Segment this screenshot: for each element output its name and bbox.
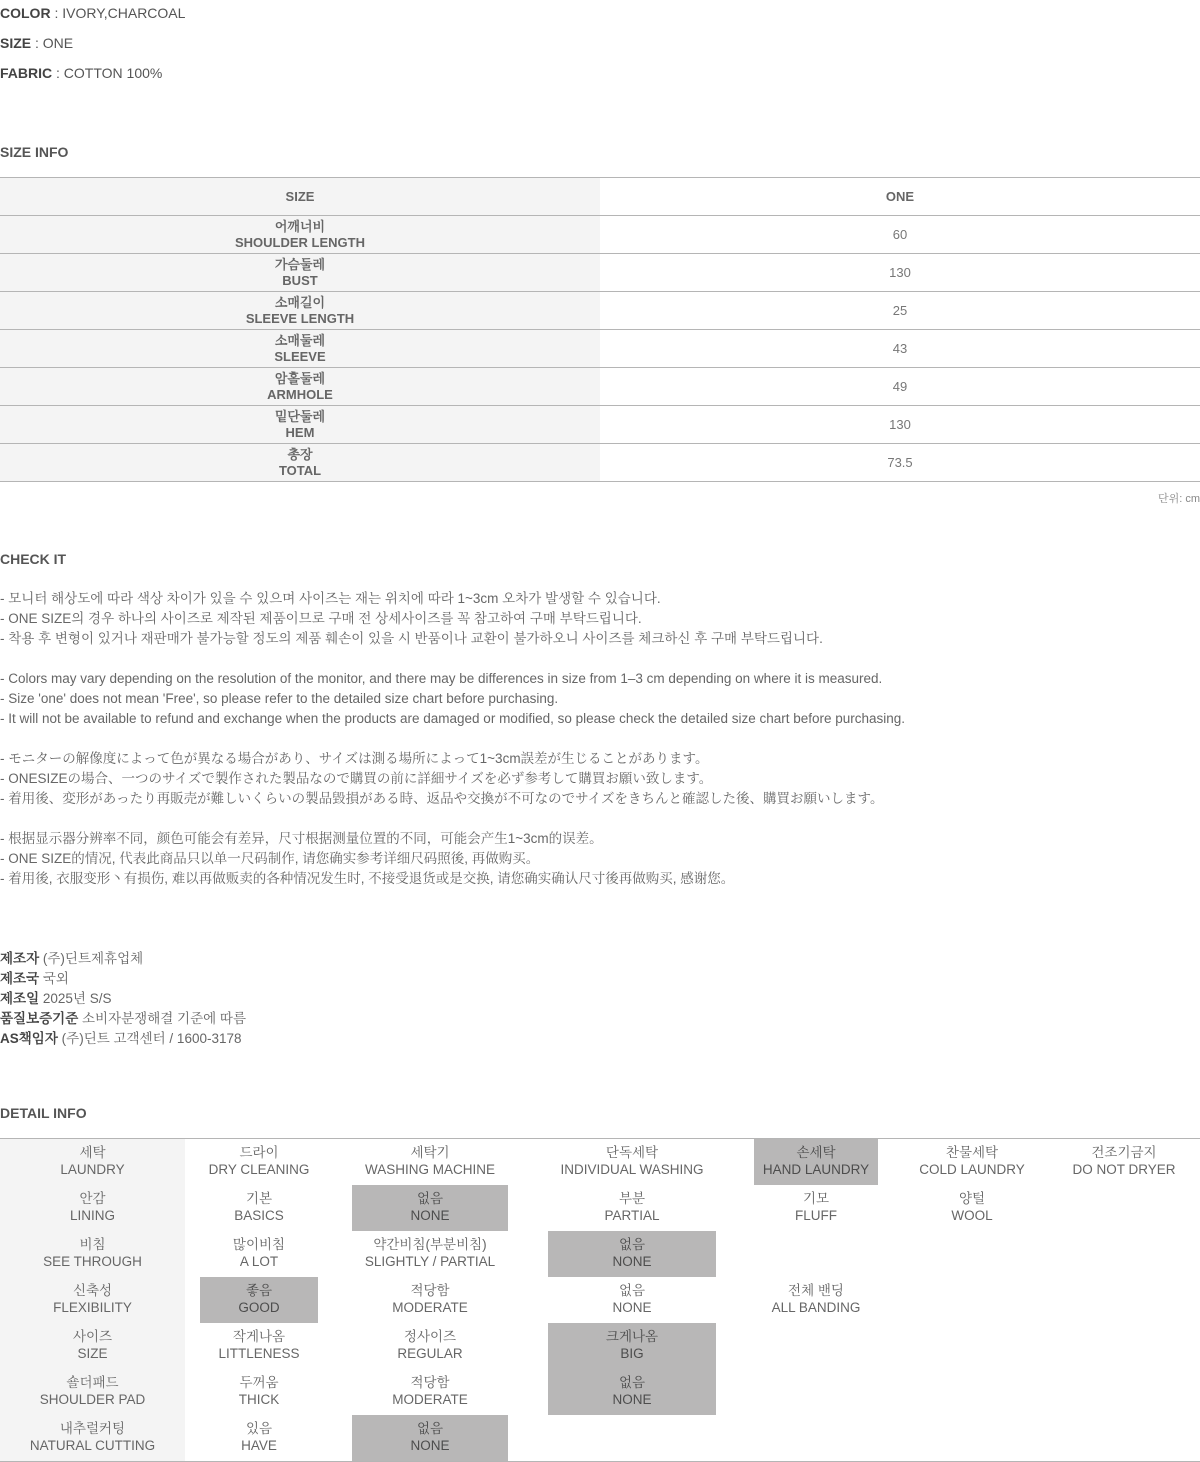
date-value: 2025년 S/S [42, 991, 112, 1006]
detail-option [548, 1277, 716, 1323]
note-line: - ONE SIZE의 경우 하나의 사이즈로 제작된 제품이므로 구매 전 상세사이즈를 꼭 참고하여 구매 부탁드립니다. [0, 611, 642, 626]
detail-row-label [0, 1323, 185, 1369]
detail-row-label-en: FLEXIBILITY [53, 1300, 132, 1315]
detail-row-label-en: SHOULDER PAD [39, 1392, 146, 1407]
spec-fabric-label: FABRIC [0, 65, 53, 81]
country-value: 국외 [42, 971, 69, 986]
detail-option-ko: 드라이 [239, 1145, 279, 1160]
size-row [0, 292, 1200, 330]
warranty-label: 품질보증기준 [0, 1011, 79, 1026]
note-line: - 착용 후 변형이 있거나 재판매가 불가능할 정도의 제품 훼손이 있을 시 반품이나 교환이 불가하오니 사이즈를 체크하신 후 구매 부탁드립니다. [0, 631, 823, 646]
detail-option-en: BIG [620, 1346, 644, 1361]
notes-chinese [0, 829, 734, 889]
size-table [0, 177, 1200, 482]
detail-option-ko: 없음 [416, 1191, 444, 1206]
unit-note: 단위: cm [1157, 493, 1200, 505]
detail-option-ko: 단독세탁 [605, 1145, 659, 1160]
detail-option-en: PARTIAL [604, 1208, 660, 1223]
detail-option [548, 1369, 716, 1415]
size-row-label-en: ARMHOLE [267, 386, 333, 402]
size-row-value: 60 [600, 216, 1200, 254]
size-row-label-ko: 어깨너비 [274, 218, 326, 234]
as-label: AS책임자 [0, 1031, 58, 1046]
detail-option-en: COLD LAUNDRY [919, 1162, 1025, 1177]
size-row-label-en: SHOULDER LENGTH [235, 234, 365, 250]
detail-option-ko: 적당함 [410, 1283, 450, 1298]
as-line [0, 1029, 246, 1049]
note-line: - ONE SIZE的情况, 代表此商品只以单一尺码制作, 请您确实参考详细尺码照後, 再做购买。 [0, 851, 540, 866]
detail-option-en: FLUFF [795, 1208, 837, 1223]
note-line: - 着用後、変形があったり再販売が難しいくらいの製品毀損がある時、返品や交換が不可なのでサイズをきちんと確認した後、購買お願いします。 [0, 791, 884, 806]
country-label: 제조국 [0, 971, 40, 986]
detail-option [1048, 1139, 1200, 1185]
warranty-line [0, 1009, 246, 1029]
size-row-label [0, 406, 600, 444]
detail-option-ko: 약간비침(부분비침) [373, 1237, 487, 1252]
size-header-label: SIZE [0, 178, 600, 216]
detail-row-label [0, 1277, 185, 1323]
size-row-value: 25 [600, 292, 1200, 330]
detail-row-label-ko: 숄더패드 [66, 1375, 119, 1390]
detail-option-en: HAVE [241, 1438, 277, 1453]
detail-option [185, 1415, 333, 1461]
spec-size-value: : ONE [35, 35, 74, 51]
detail-option-ko: 작게나옴 [232, 1329, 286, 1344]
detail-option-en: MODERATE [392, 1392, 468, 1407]
detail-row-label-en: SIZE [77, 1346, 108, 1361]
date-line [0, 989, 246, 1009]
check-it-title: CHECK IT [0, 551, 67, 567]
spec-color [0, 5, 185, 21]
detail-row-label-ko: 신축성 [72, 1283, 113, 1298]
detail-option-ko: 부분 [618, 1191, 646, 1206]
detail-option [352, 1369, 508, 1415]
spec-color-label: COLOR [0, 5, 51, 21]
size-row-value: 130 [600, 254, 1200, 292]
detail-option-ko: 기본 [245, 1191, 273, 1206]
warranty-value: 소비자분쟁해결 기준에 따름 [82, 1011, 247, 1026]
detail-option-ko: 크게나옴 [605, 1329, 659, 1344]
detail-row-label-ko: 내추럴커팅 [59, 1421, 126, 1436]
detail-option [754, 1185, 878, 1231]
detail-option [754, 1277, 878, 1323]
detail-option [548, 1231, 716, 1277]
detail-row-label-ko: 비침 [79, 1237, 106, 1252]
detail-option-en: ALL BANDING [771, 1300, 861, 1315]
size-row-label [0, 216, 600, 254]
detail-option [548, 1323, 716, 1369]
note-line: - 모니터 해상도에 따라 색상 차이가 있을 수 있으며 사이즈는 재는 위치에 따라 1~3cm 오차가 발생할 수 있습니다. [0, 591, 661, 606]
detail-option-ko: 있음 [245, 1421, 273, 1436]
size-row-value: 43 [600, 330, 1200, 368]
detail-option-en: REGULAR [397, 1346, 463, 1361]
detail-option [185, 1185, 333, 1231]
detail-option [352, 1277, 508, 1323]
size-row-label [0, 330, 600, 368]
size-row-value: 73.5 [600, 444, 1200, 482]
detail-row-label [0, 1185, 185, 1231]
detail-option [878, 1185, 1066, 1231]
detail-option-en: BASICS [234, 1208, 284, 1223]
note-line: - ONESIZEの場合、一つのサイズで製作された製品なので購買の前に詳細サイズを必ず参考して購買お願い致します。 [0, 771, 713, 786]
detail-option [754, 1139, 878, 1185]
detail-option-en: DRY CLEANING [208, 1162, 310, 1177]
size-row-label [0, 368, 600, 406]
detail-info-title: DETAIL INFO [0, 1105, 87, 1121]
size-table-header [0, 178, 1200, 216]
detail-option [185, 1323, 333, 1369]
detail-option [185, 1139, 333, 1185]
detail-option-en: NONE [410, 1438, 450, 1453]
size-info-title: SIZE INFO [0, 144, 69, 160]
detail-option-ko: 없음 [618, 1237, 646, 1252]
detail-option [548, 1139, 716, 1185]
detail-option-ko: 없음 [618, 1375, 646, 1390]
size-row-label-ko: 소매길이 [274, 294, 326, 310]
notes-english [0, 669, 905, 729]
size-row-value: 130 [600, 406, 1200, 444]
note-line: - Size 'one' does not mean 'Free', so please refer to the detailed size chart before purchasing. [0, 691, 559, 706]
detail-option-en: A LOT [239, 1254, 279, 1269]
detail-option-en: GOOD [238, 1300, 280, 1315]
detail-row-label [0, 1231, 185, 1277]
detail-option-en: NONE [612, 1254, 652, 1269]
detail-option-ko: 찬물세탁 [945, 1145, 999, 1160]
detail-option [548, 1185, 716, 1231]
detail-option [200, 1277, 318, 1323]
detail-option-ko: 두꺼움 [239, 1375, 279, 1390]
note-line: - Colors may vary depending on the resolution of the monitor, and there may be differences in size from 1–3 cm depending on where it is measured. [0, 671, 883, 686]
size-row-label [0, 254, 600, 292]
detail-row-label [0, 1415, 185, 1461]
size-row [0, 406, 1200, 444]
detail-row-label [0, 1139, 185, 1185]
spec-color-value: : IVORY,CHARCOAL [54, 5, 186, 21]
detail-option [185, 1231, 333, 1277]
spec-fabric [0, 65, 162, 81]
notes-korean [0, 589, 823, 649]
detail-option-ko: 건조기금지 [1091, 1145, 1157, 1160]
detail-option-en: LITTLENESS [218, 1346, 300, 1361]
size-row [0, 254, 1200, 292]
detail-option [352, 1185, 508, 1231]
date-label: 제조일 [0, 991, 40, 1006]
size-row [0, 444, 1200, 482]
spec-size [0, 35, 73, 51]
detail-option-en: WOOL [951, 1208, 993, 1223]
spec-fabric-value: : COTTON 100% [56, 65, 163, 81]
size-row-label [0, 292, 600, 330]
maker-line [0, 949, 246, 969]
detail-option-ko: 많이비침 [232, 1237, 286, 1252]
maker-label: 제조자 [0, 951, 40, 966]
size-row-value: 49 [600, 368, 1200, 406]
size-row-label-ko: 밑단둘레 [274, 408, 326, 424]
detail-grid [0, 1138, 1200, 1462]
size-row-label-ko: 가슴둘레 [274, 256, 326, 272]
as-value: (주)딘트 고객센터 / 1600-3178 [61, 1031, 242, 1046]
detail-option-en: NONE [410, 1208, 450, 1223]
size-row-label-en: TOTAL [278, 462, 322, 478]
detail-option-en: THICK [238, 1392, 280, 1407]
note-line: - 着用後, 衣服变形丶有损伤, 难以再做贩卖的各种情况发生时, 不接受退货或是交换, 请您确实确认尺寸後再做购买, 感谢您。 [0, 871, 735, 886]
size-row [0, 368, 1200, 406]
detail-row-label [0, 1369, 185, 1415]
spec-size-label: SIZE [0, 35, 32, 51]
detail-option-ko: 양털 [958, 1191, 986, 1206]
size-row-label-ko: 소매둘레 [274, 332, 326, 348]
detail-option-ko: 없음 [618, 1283, 646, 1298]
size-row-label-en: HEM [285, 424, 315, 440]
note-line: - 根据显示器分辨率不同，颜色可能会有差异，尺寸根据测量位置的不同，可能会产生1~3cm的误差。 [0, 831, 603, 846]
size-row-label-en: SLEEVE [274, 348, 326, 364]
size-row-label-en: BUST [282, 272, 318, 288]
detail-option-en: INDIVIDUAL WASHING [560, 1162, 704, 1177]
detail-option-ko: 전체 밴딩 [788, 1283, 844, 1298]
size-row-label-ko: 총장 [287, 446, 313, 462]
detail-option-ko: 기모 [802, 1191, 830, 1206]
size-header-value: ONE [600, 178, 1200, 216]
detail-option [352, 1415, 508, 1461]
detail-row-label-en: NATURAL CUTTING [29, 1438, 156, 1453]
detail-option-ko: 없음 [416, 1421, 444, 1436]
detail-option-en: HAND LAUNDRY [762, 1162, 870, 1177]
note-line: - It will not be available to refund and exchange when the products are damaged or modified, so please check the detailed size chart before purchasing. [0, 711, 906, 726]
size-row-label [0, 444, 600, 482]
note-line: - モニターの解像度によって色が異なる場合があり、サイズは測る場所によって1~3cm誤差が生じることがあります。 [0, 751, 709, 766]
maker-value: (주)딘트제휴업체 [42, 951, 144, 966]
detail-option [352, 1323, 508, 1369]
detail-option-en: WASHING MACHINE [364, 1162, 495, 1177]
country-line [0, 969, 246, 989]
notes-japanese [0, 749, 883, 809]
size-row [0, 216, 1200, 254]
detail-row-label-ko: 세탁 [79, 1145, 106, 1160]
detail-row-label-ko: 사이즈 [72, 1329, 113, 1344]
detail-option [185, 1369, 333, 1415]
detail-row-label-en: LAUNDRY [60, 1162, 125, 1177]
size-row-label-en: SLEEVE LENGTH [245, 310, 355, 326]
detail-option [352, 1139, 508, 1185]
detail-option-ko: 정사이즈 [403, 1329, 457, 1344]
size-row-label-ko: 암홀둘레 [274, 370, 326, 386]
detail-option-ko: 좋음 [245, 1283, 273, 1298]
detail-option-en: NONE [612, 1392, 652, 1407]
size-row [0, 330, 1200, 368]
detail-option-ko: 세탁기 [410, 1145, 450, 1160]
detail-option-ko: 적당함 [410, 1375, 450, 1390]
detail-row-label-en: SEE THROUGH [43, 1254, 142, 1269]
detail-option-en: SLIGHTLY / PARTIAL [364, 1254, 496, 1269]
detail-option-en: NONE [612, 1300, 652, 1315]
detail-option-ko: 손세탁 [796, 1145, 836, 1160]
detail-option-en: MODERATE [392, 1300, 468, 1315]
detail-option [352, 1231, 508, 1277]
detail-row-label-en: LINING [69, 1208, 115, 1223]
detail-option-en: DO NOT DRYER [1072, 1162, 1176, 1177]
manufacturer-info [0, 949, 246, 1049]
detail-row-label-ko: 안감 [79, 1191, 106, 1206]
detail-option [878, 1139, 1066, 1185]
